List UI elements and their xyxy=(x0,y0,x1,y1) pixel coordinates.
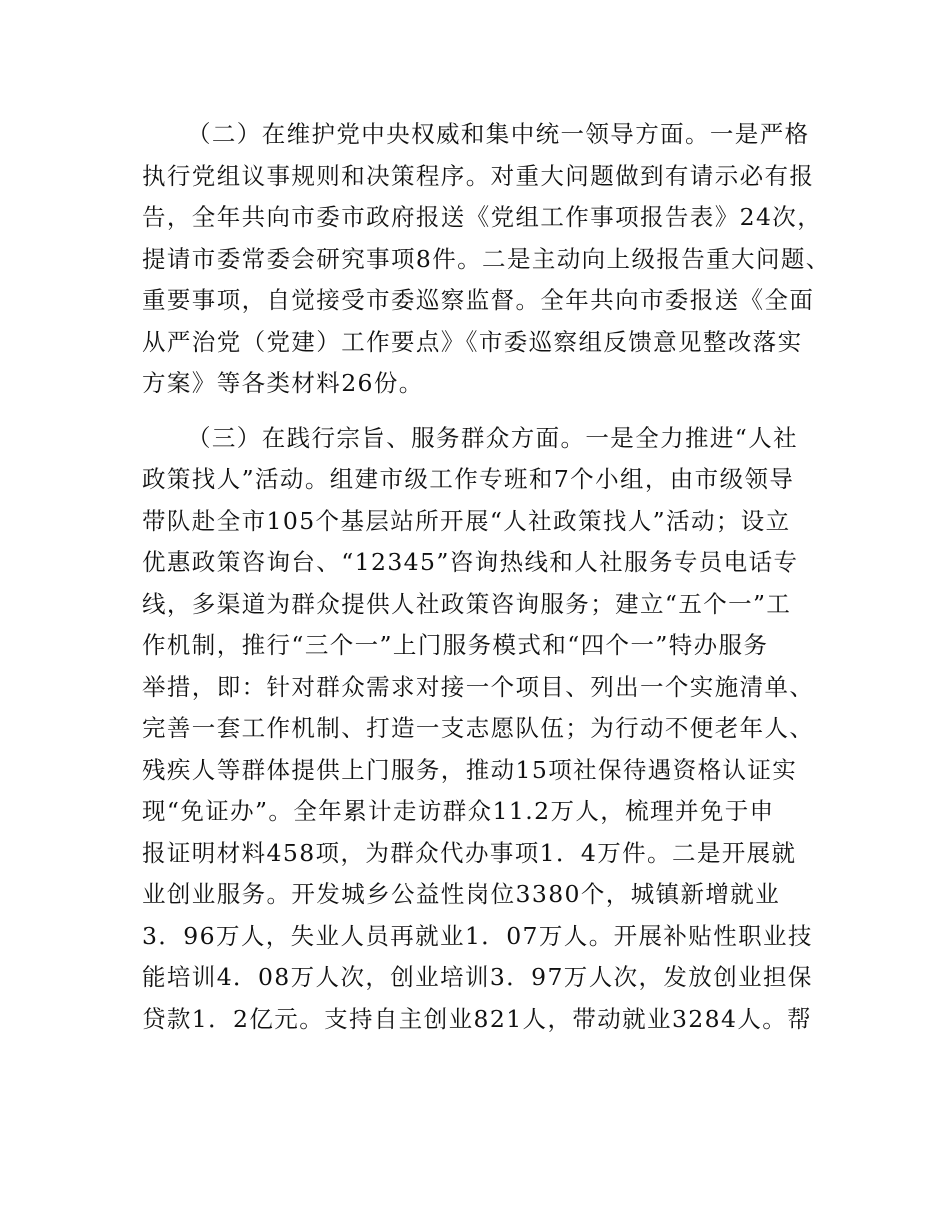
text-line: 能培训4．08万人次，创业培训3．97万人次，发放创业担保 xyxy=(142,963,813,991)
text-line: 现“免证办”。全年累计走访群众11.2万人，梳理并免于申 xyxy=(142,797,775,825)
paragraph-3 xyxy=(142,418,814,1082)
text-line: 举措，即：针对群众需求对接一个项目、列出一个实施清单、 xyxy=(142,672,815,701)
text-line: 执行党组议事规则和决策程序。对重大问题做到有请示必有报 xyxy=(142,161,815,190)
text-line: 方案》等各类材料26份。 xyxy=(142,369,424,397)
text-line: 贷款1．2亿元。支持自主创业821人，带动就业3284人。帮 xyxy=(142,1004,813,1033)
paragraph-2 xyxy=(142,114,831,405)
text-line: 业创业服务。开发城乡公益性岗位3380个，城镇新增就业 xyxy=(142,880,781,908)
text-line: 完善一套工作机制、打造一支志愿队伍；为行动不便老年人、 xyxy=(142,714,815,742)
text-line: 从严治党（党建）工作要点》《市委巡察组反馈意见整改落实 xyxy=(142,327,803,356)
text-line: 残疾人等群体提供上门服务，推动15项社保待遇资格认证实 xyxy=(142,755,798,784)
text-line: 报证明材料458项，为群众代办事项1．4万件。二是开展就 xyxy=(142,838,797,867)
text-line: 政策找人”活动。组建市级工作专班和7个小组，由市级领导 xyxy=(142,465,795,493)
text-line: 作机制，推行“三个一”上门服务模式和“四个一”特办服务 xyxy=(142,631,769,659)
text-line xyxy=(142,1040,814,1082)
text-line: 3．96万人，失业人员再就业1．07万人。开展补贴性职业技 xyxy=(142,921,813,950)
text-line: 告，全年共向市委市政府报送《党组工作事项报告表》24次， xyxy=(142,203,823,231)
text-line: （三）在践行宗旨、服务群众方面。一是全力推进“人社 xyxy=(187,423,799,452)
text-line: 带队赴全市105个基层站所开展“人社政策找人”活动；设立 xyxy=(142,506,791,535)
text-line: 提请市委常委会研究事项8件。二是主动向上级报告重大问题、 xyxy=(142,244,831,273)
document-body xyxy=(142,114,831,1082)
text-line: 优惠政策咨询台、“12345”咨询热线和人社服务专员电话专 xyxy=(142,548,799,576)
text-line: 线，多渠道为群众提供人社政策咨询服务；建立“五个一”工 xyxy=(142,589,792,618)
text-line: （二）在维护党中央权威和集中统一领导方面。一是严格 xyxy=(187,120,810,148)
paragraph-spacer xyxy=(142,405,814,418)
text-line: 重要事项，自觉接受市委巡察监督。全年共向市委报送《全面 xyxy=(142,286,815,314)
